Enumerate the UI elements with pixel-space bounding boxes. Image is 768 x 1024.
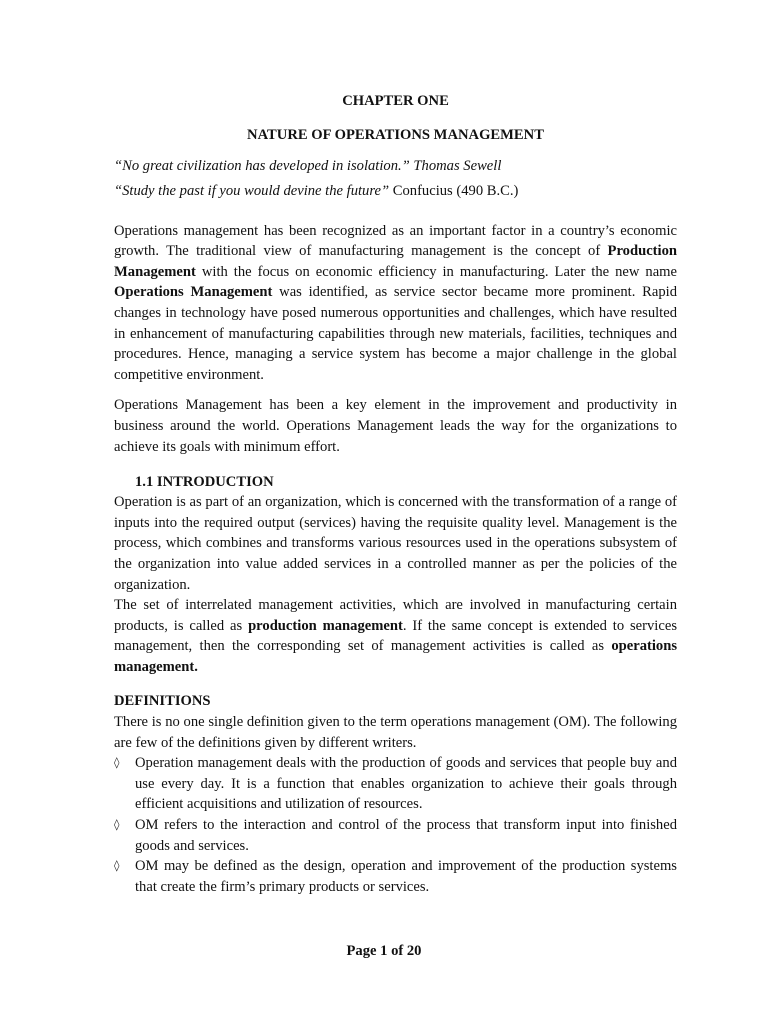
diamond-bullet-icon: ◊: [114, 756, 120, 770]
section-heading-introduction: 1.1 INTRODUCTION: [135, 474, 274, 491]
para1-text-e: was identified, as service sector became more prominent. Rapid changes in technology have posed numerous opportunities and challenges, which have resulted in enhancement of manufacturing capabilities through new materials, facilities, techniques and procedures. Hence, managing a service system has become a major challenge in the global competitive environment.: [114, 284, 677, 383]
list-item-text: OM refers to the interaction and control of the process that transform input into finished goods and services.: [135, 817, 677, 854]
paragraph-production-vs-operations: [114, 595, 677, 677]
page-content: [114, 91, 677, 897]
para1-bold-operations-management: Operations Management: [114, 284, 273, 301]
diamond-bullet-icon: ◊: [114, 818, 120, 832]
page-number-footer: Page 1 of 20: [346, 943, 422, 959]
intro2-bold-operations-management: operations management.: [114, 638, 677, 675]
intro2-bold-production-management: production management: [248, 617, 403, 634]
para1-text-c: with the focus on economic efficiency in manufacturing. Later the new name: [195, 263, 677, 280]
intro2-text-a: The set of interrelated management activities, which are involved in manufacturing certain products, is called as: [114, 597, 677, 634]
quote-2-text: “Study the past if you would devine the future”: [114, 182, 390, 199]
list-item-text: OM may be defined as the design, operation and improvement of the production systems that create the firm’s primary products or services.: [135, 858, 677, 895]
list-item: [114, 815, 677, 856]
chapter-title: NATURE OF OPERATIONS MANAGEMENT: [247, 127, 544, 143]
paragraph-definitions-intro: There is no one single definition given to the term operations management (OM). The following are few of the definitions given by different writers.: [114, 714, 677, 751]
paragraph-operation-definition: Operation is as part of an organization, which is concerned with the transformation of a range of inputs into the required output (services) having the requisite quality level. Management is the process, which combines and transforms various resources used in the operations subsystem of the organization into value added services in a controlled manner as per the policies of the organization.: [114, 494, 677, 593]
section-heading-definitions: DEFINITIONS: [114, 693, 211, 710]
chapter-heading: CHAPTER ONE: [342, 93, 449, 109]
paragraph-intro: [114, 221, 677, 386]
quote-2-attribution: Confucius (490 B.C.): [389, 182, 519, 199]
definitions-list: [114, 753, 677, 897]
intro2-text-c: . If the same concept is extended to services management, then the corresponding set of management activities is called as: [114, 617, 677, 655]
epigraph-quote-2: [114, 179, 677, 204]
list-item: [114, 753, 677, 815]
para1-bold-production-management: Production Management: [114, 243, 677, 280]
list-item: [114, 856, 677, 897]
epigraph: [114, 154, 677, 204]
diamond-bullet-icon: ◊: [114, 859, 120, 873]
list-item-text: Operation management deals with the production of goods and services that people buy and use every day. It is a function that enables organization to achieve their goals through efficient acquisitions and utilization of resources.: [135, 755, 677, 813]
quote-1-text: “No great civilization has developed in isolation.” Thomas Sewell: [114, 157, 502, 174]
paragraph-key-element: Operations Management has been a key element in the improvement and productivity in business around the world. Operations Management leads the way for the organizations to achieve its goals with minimum effort.: [114, 397, 677, 455]
epigraph-quote-1: [114, 154, 677, 179]
para1-text-a: Operations management has been recognized as an important factor in a country’s economic growth. The traditional view of manufacturing management is the concept of: [114, 222, 677, 260]
